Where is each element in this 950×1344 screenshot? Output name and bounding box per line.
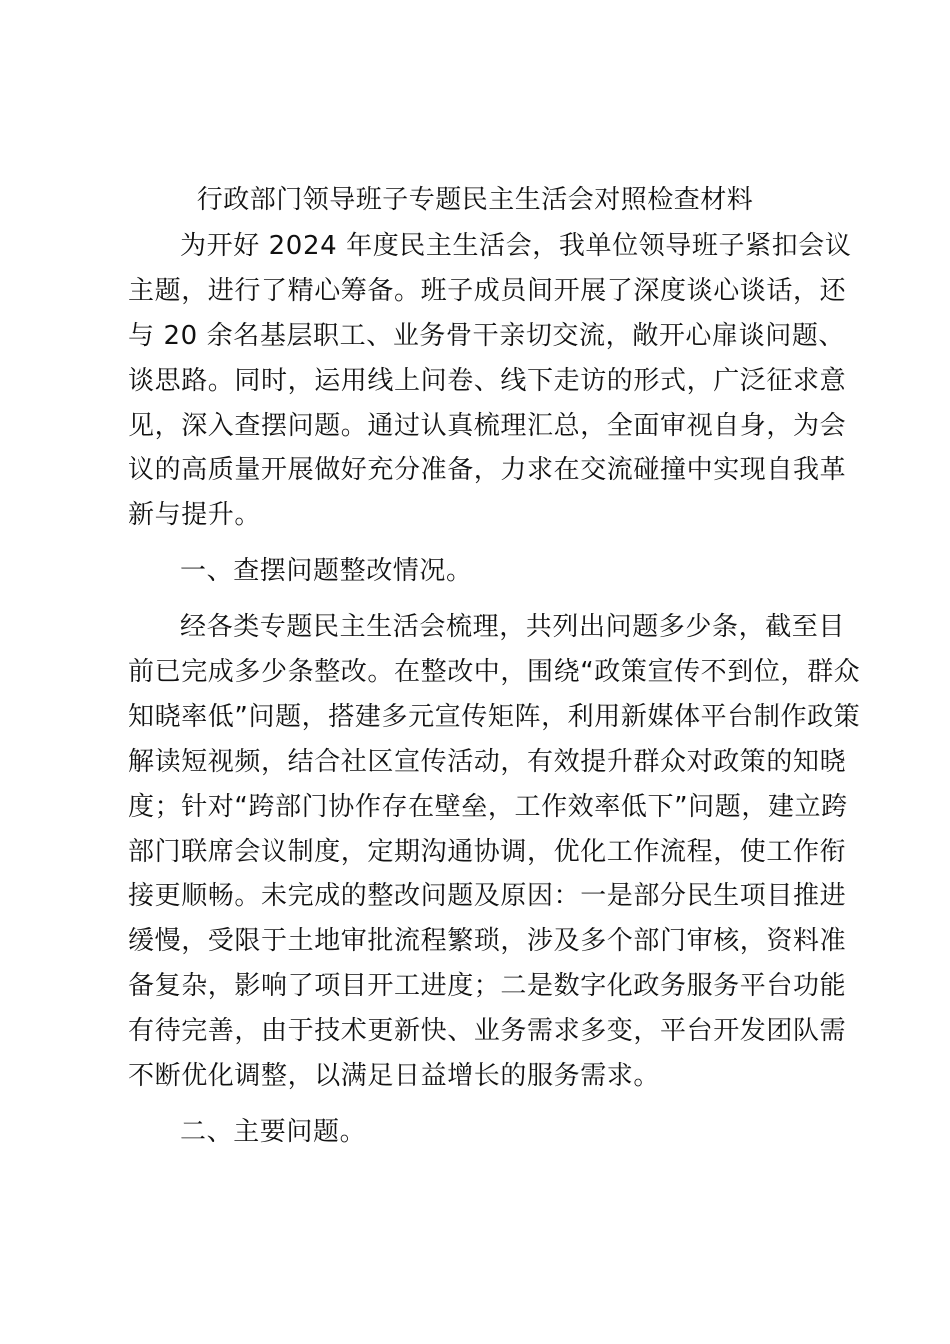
text-line: 备复杂，影响了项目开工进度；二是数字化政务服务平台功能 [128, 971, 847, 1002]
text-line: 度；针对“跨部门协作存在壁垒，工作效率低下”问题，建立跨 [128, 791, 848, 822]
text-line: 谈思路。同时，运用线上问卷、线下走访的形式，广泛征求意 [128, 365, 847, 396]
section-heading: 二、主要问题。 [180, 1116, 367, 1147]
text-line: 接更顺畅。未完成的整改问题及原因：一是部分民生项目推进 [128, 881, 847, 912]
text-line: 为开好 2024 年度民主生活会，我单位领导班子紧扣会议 [180, 231, 852, 261]
text-line: 知晓率低”问题，搭建多元宣传矩阵，利用新媒体平台制作政策 [128, 701, 861, 732]
text-line: 解读短视频，结合社区宣传活动，有效提升群众对政策的知晓 [128, 746, 847, 777]
text-line: 议的高质量开展做好充分准备，力求在交流碰撞中实现自我革 [128, 455, 847, 486]
text-line: 部门联席会议制度，定期沟通协调，优化工作流程，使工作衔 [128, 836, 847, 867]
document-body [128, 224, 861, 1155]
document-title: 行政部门领导班子专题民主生活会对照检查材料 [196, 185, 754, 215]
text-line: 经各类专题民主生活会梳理，共列出问题多少条，截至目 [180, 612, 846, 643]
text-line: 不断优化调整，以满足日益增长的服务需求。 [128, 1061, 661, 1092]
text-line: 新与提升。 [128, 500, 262, 531]
text-line: 与 20 余名基层职工、业务骨干亲切交流，敞开心扉谈问题、 [128, 320, 846, 351]
text-line: 有待完善，由于技术更新快、业务需求多变，平台开发团队需 [128, 1016, 847, 1047]
section-heading: 一、查摆问题整改情况。 [180, 556, 473, 587]
text-line: 主题，进行了精心筹备。班子成员间开展了深度谈心谈话，还 [128, 275, 847, 306]
text-line: 见，深入查摆问题。通过认真梳理汇总，全面审视自身，为会 [128, 410, 847, 441]
text-line: 缓慢，受限于土地审批流程繁琐，涉及多个部门审核，资料准 [128, 926, 847, 957]
text-line: 前已完成多少条整改。在整改中，围绕“政策宣传不到位，群众 [128, 657, 861, 688]
